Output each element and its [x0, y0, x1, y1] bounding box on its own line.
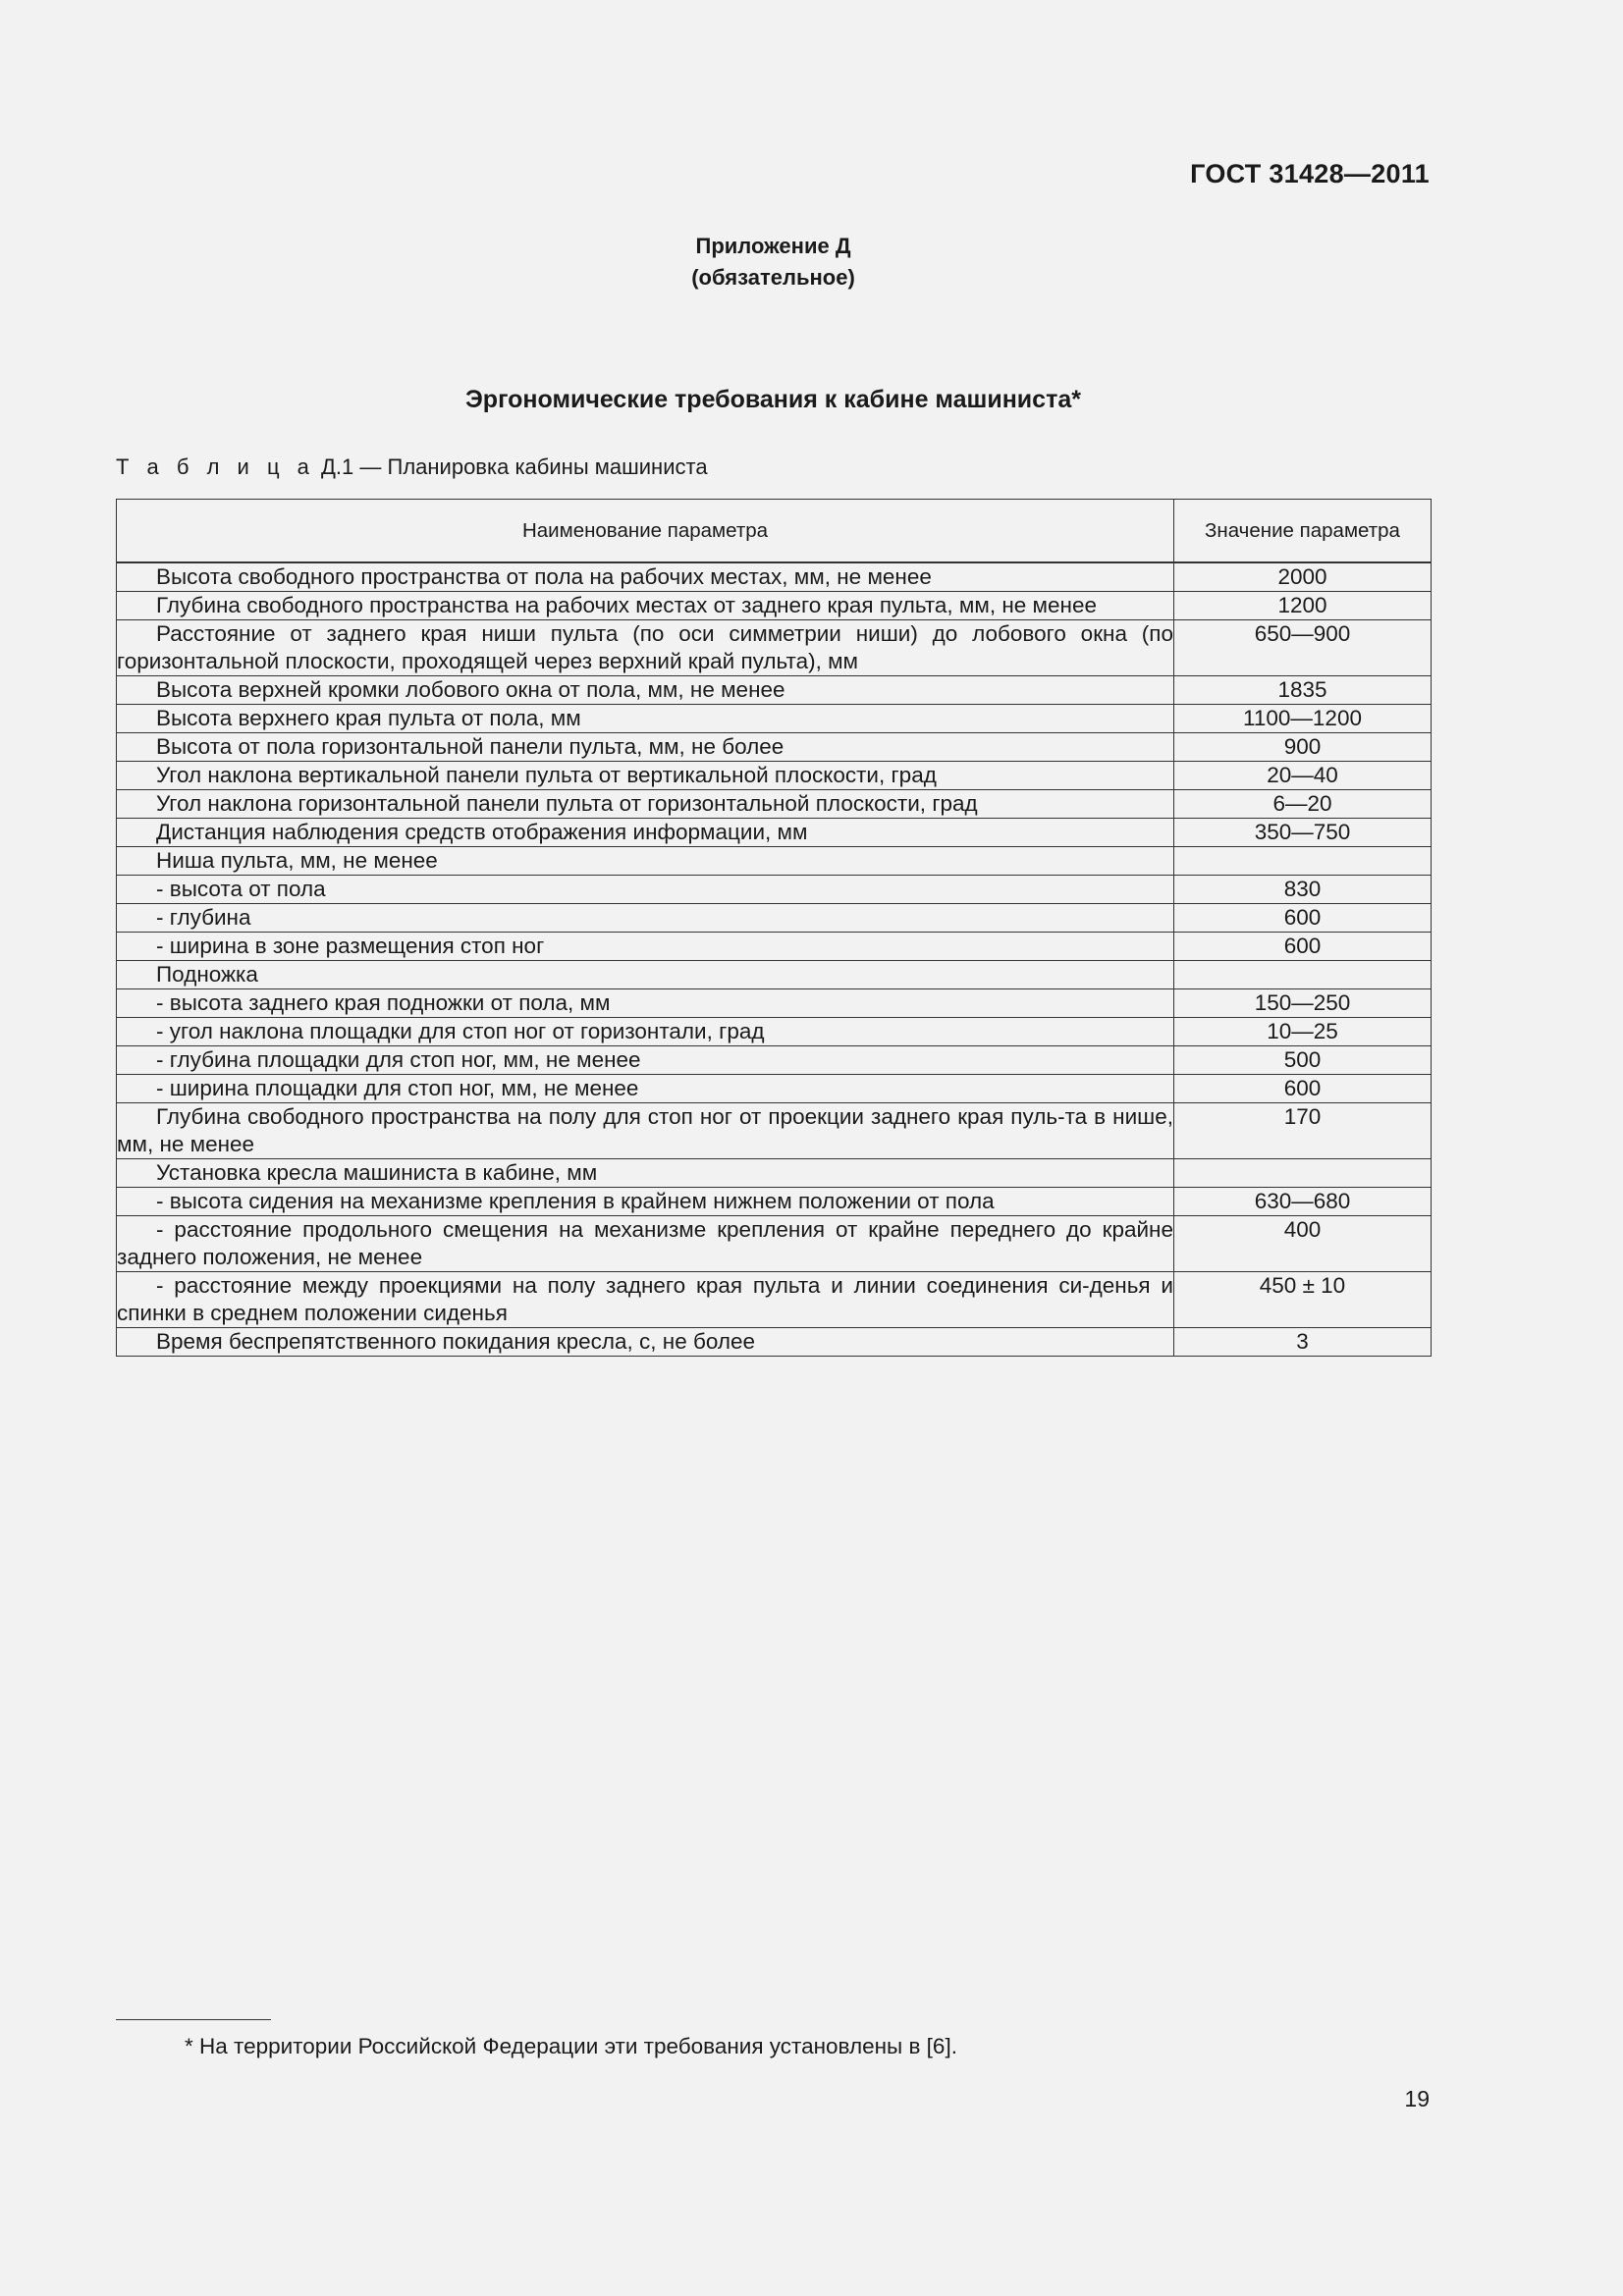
- document-identifier: ГОСТ 31428—2011: [1190, 159, 1430, 188]
- footnote: * На территории Российской Федерации эти требования установлены в [6].: [185, 2034, 957, 2058]
- parameter-name: - высота заднего края подножки от пола, мм: [117, 989, 1174, 1018]
- table-row: [117, 989, 1432, 1018]
- table-row: [117, 620, 1432, 676]
- parameter-value: 10—25: [1174, 1018, 1432, 1046]
- parameters-table: [116, 499, 1432, 1357]
- parameter-name: Время беспрепятственного покидания кресла, с, не более: [117, 1328, 1174, 1357]
- table-caption-text: Д.1 — Планировка кабины машиниста: [314, 454, 708, 479]
- table-row: [117, 562, 1432, 592]
- parameter-name: - расстояние между проекциями на полу заднего края пульта и линии соединения си-денья и спинки в среднем положении сиденья: [117, 1272, 1174, 1328]
- parameter-name: - угол наклона площадки для стоп ног от горизонтали, град: [117, 1018, 1174, 1046]
- parameter-value: 1200: [1174, 592, 1432, 620]
- table-row: [117, 1046, 1432, 1075]
- parameter-name: Расстояние от заднего края ниши пульта (по оси симметрии ниши) до лобового окна (по горизонтальной плоскости, проходящей через верхний край пульта), мм: [117, 620, 1174, 676]
- parameter-name: Подножка: [117, 961, 1174, 989]
- parameter-name: - глубина: [117, 904, 1174, 933]
- parameter-value: 630—680: [1174, 1188, 1432, 1216]
- table-row: [117, 790, 1432, 819]
- parameter-value: 650—900: [1174, 620, 1432, 676]
- parameter-name: Угол наклона вертикальной панели пульта от вертикальной плоскости, град: [117, 762, 1174, 790]
- parameter-name: Высота от пола горизонтальной панели пульта, мм, не более: [117, 733, 1174, 762]
- table-header-row: [117, 500, 1432, 563]
- parameter-value: [1174, 847, 1432, 876]
- table-row: [117, 1018, 1432, 1046]
- parameter-name: Глубина свободного пространства на рабочих местах от заднего края пульта, мм, не менее: [117, 592, 1174, 620]
- parameter-name: - ширина в зоне размещения стоп ног: [117, 933, 1174, 961]
- table-row: [117, 819, 1432, 847]
- table-row: [117, 1328, 1432, 1357]
- table-caption-prefix: Т а б л и ц а: [116, 454, 315, 479]
- parameter-value: 2000: [1174, 562, 1432, 592]
- parameter-name: Ниша пульта, мм, не менее: [117, 847, 1174, 876]
- parameter-name: Глубина свободного пространства на полу для стоп ног от проекции заднего края пуль-та в нише, мм, не менее: [117, 1103, 1174, 1159]
- parameter-value: 830: [1174, 876, 1432, 904]
- parameter-name: Установка кресла машиниста в кабине, мм: [117, 1159, 1174, 1188]
- parameter-name: Высота верхнего края пульта от пола, мм: [117, 705, 1174, 733]
- table-row: [117, 592, 1432, 620]
- parameter-name: Дистанция наблюдения средств отображения информации, мм: [117, 819, 1174, 847]
- parameter-value: 600: [1174, 904, 1432, 933]
- parameter-value: [1174, 961, 1432, 989]
- table-row: [117, 762, 1432, 790]
- footnote-divider: [116, 2019, 271, 2020]
- table-row: [117, 933, 1432, 961]
- header-parameter-name: Наименование параметра: [117, 500, 1174, 563]
- parameter-value: 600: [1174, 1075, 1432, 1103]
- parameter-name: Высота свободного пространства от пола на рабочих местах, мм, не менее: [117, 562, 1174, 592]
- parameter-name: - ширина площадки для стоп ног, мм, не менее: [117, 1075, 1174, 1103]
- page-number: 19: [1404, 2086, 1430, 2111]
- table-row: [117, 705, 1432, 733]
- parameter-value: 900: [1174, 733, 1432, 762]
- table-row: [117, 876, 1432, 904]
- table-row: [117, 847, 1432, 876]
- table-row: [117, 676, 1432, 705]
- appendix-status: (обязательное): [691, 265, 855, 290]
- table-caption: [116, 454, 708, 480]
- section-title: Эргономические требования к кабине машиниста*: [465, 386, 1081, 413]
- appendix-title: Приложение Д: [695, 234, 851, 258]
- parameter-value: 3: [1174, 1328, 1432, 1357]
- table-row: [117, 733, 1432, 762]
- table-row: [117, 1188, 1432, 1216]
- table-row: [117, 1103, 1432, 1159]
- table-row: [117, 1075, 1432, 1103]
- parameter-value: [1174, 1159, 1432, 1188]
- parameter-value: 170: [1174, 1103, 1432, 1159]
- parameter-value: 500: [1174, 1046, 1432, 1075]
- table-row: [117, 1216, 1432, 1272]
- parameter-value: 6—20: [1174, 790, 1432, 819]
- table-row: [117, 1159, 1432, 1188]
- header-parameter-value: Значение параметра: [1174, 500, 1432, 563]
- parameter-value: 600: [1174, 933, 1432, 961]
- parameter-name: - глубина площадки для стоп ног, мм, не менее: [117, 1046, 1174, 1075]
- appendix-heading: [0, 231, 1546, 294]
- table-row: [117, 904, 1432, 933]
- parameter-value: 350—750: [1174, 819, 1432, 847]
- parameter-name: Угол наклона горизонтальной панели пульта от горизонтальной плоскости, град: [117, 790, 1174, 819]
- parameter-value: 1100—1200: [1174, 705, 1432, 733]
- parameter-name: Высота верхней кромки лобового окна от пола, мм, не менее: [117, 676, 1174, 705]
- parameter-value: 20—40: [1174, 762, 1432, 790]
- parameter-name: - высота от пола: [117, 876, 1174, 904]
- parameter-value: 450 ± 10: [1174, 1272, 1432, 1328]
- table-row: [117, 1272, 1432, 1328]
- table-row: [117, 961, 1432, 989]
- parameter-value: 1835: [1174, 676, 1432, 705]
- parameter-value: 150—250: [1174, 989, 1432, 1018]
- parameter-value: 400: [1174, 1216, 1432, 1272]
- parameter-name: - расстояние продольного смещения на механизме крепления от крайне переднего до крайне заднего положения, не менее: [117, 1216, 1174, 1272]
- parameter-name: - высота сидения на механизме крепления в крайнем нижнем положении от пола: [117, 1188, 1174, 1216]
